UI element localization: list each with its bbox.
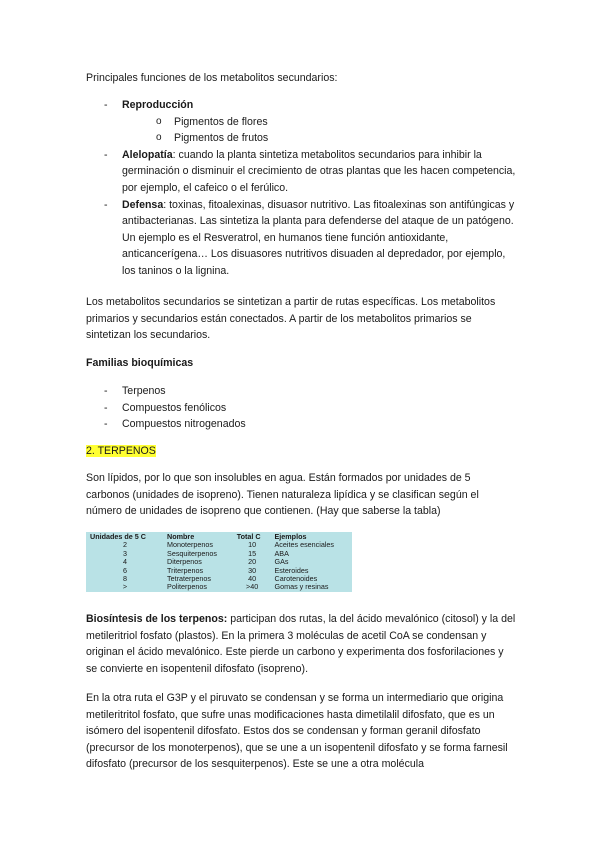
familias-heading: Familias bioquímicas [86, 357, 194, 369]
table-cell: 6 [123, 565, 128, 575]
section-heading-terpenos [86, 443, 516, 460]
table-row [86, 583, 352, 591]
table-cell: Diterpenos [167, 557, 202, 567]
reproduccion-sublist [122, 114, 516, 147]
table-cell: 30 [248, 565, 257, 575]
table-cell: 8 [123, 574, 128, 584]
alelopatia-text: : cuando la planta sintetiza metabolitos secundarios para inhibir la germinación o disminuir el crecimiento de otras plantas que les hacen competencia, por ejemplo, el cafeico o el ferúlico. [122, 148, 516, 194]
functions-list [86, 97, 516, 280]
table-cell: Triterpenos [167, 565, 204, 575]
terpenos-table [86, 532, 352, 592]
biosintesis-title: Biosíntesis de los terpenos: [86, 613, 228, 625]
familias-list [86, 383, 516, 433]
list-item: o Pigmentos de frutos [122, 130, 516, 147]
table-cell: Gomas y resinas [274, 582, 329, 592]
table-cell: 4 [123, 557, 128, 567]
table-cell: 15 [248, 548, 257, 558]
paragraph-otra-ruta: En la otra ruta el G3P y el piruvato se condensan y se forma un intermediario que origina metileritritol fosfato, que sufre unas modificaciones hasta dimetilalil difosfato, que es un isómero del isopentenil difosfato. Estos dos se condensan y forman geranil difosfato (precursor de los monoterpenos), que se une a un isopentenil difosfato y se forma farnesil difosfato (precursor de los sesquiterpenos). Este se une a otra molécula [86, 692, 508, 771]
highlighted-heading: 2. TERPENOS [86, 445, 156, 457]
column-header: Unidades de 5 C [90, 532, 146, 541]
list-item: o Pigmentos de flores [122, 114, 516, 131]
table-cell: > [122, 582, 128, 592]
table-cell: ABA [274, 548, 289, 558]
column-header: Nombre [167, 532, 195, 541]
list-item [86, 97, 516, 147]
list-item: - Compuestos nitrogenados [86, 416, 516, 433]
table-cell: Esteroides [274, 565, 309, 575]
defensa-text: : toxinas, fitoalexinas, disuasor nutritivo. Las fitoalexinas son antifúngicas y antibacterianas. Las sintetiza la planta para defenderse del ataque de un patógeno. Un ejemplo es el Resveratrol, en humanos tiene función antioxidante, anticancerígena… Los disuasores nutritivos disuaden al depredador, por ejemplo, los taninos o la lignina. [122, 198, 515, 277]
table-cell: 3 [123, 548, 128, 558]
column-header: Ejemplos [274, 532, 307, 541]
column-header: Total C [236, 532, 261, 541]
biosintesis-text: participan dos rutas, la del ácido mevalónico (citosol) y la del metileritriol fosfato (plastos). En la primera 3 moléculas de acetil CoA se condensan y originan el ácido mevalónico. Este pierde un carbono y experimenta dos fosforilaciones y se convierte en isopentenil difosfato (isopreno). [86, 613, 516, 675]
paragraph-biosintesis [86, 611, 516, 677]
table-cell: Politerpenos [167, 582, 207, 592]
list-item: - Terpenos [86, 383, 516, 400]
paragraph-lipidos: Son lípidos, por lo que son insolubles en agua. Están formados por unidades de 5 carbonos (unidades de isopreno). Tienen naturaleza lipídica y se clasifican según el número de unidades de isopreno que contienen. (Hay que saberse la tabla) [86, 472, 479, 518]
table-cell: >40 [246, 582, 259, 592]
table-cell: GAs [274, 557, 289, 567]
defensa-title: Defensa [122, 198, 164, 211]
table-cell: 40 [248, 574, 257, 584]
table-cell: Monoterpenos [167, 540, 213, 550]
table-cell: 20 [248, 557, 257, 567]
list-item [86, 147, 516, 197]
alelopatia-title: Alelopatía [122, 148, 173, 161]
table-cell: Carotenoides [274, 574, 318, 584]
table-cell: Aceites esenciales [274, 540, 335, 550]
table-cell: 10 [248, 540, 257, 550]
table-cell: Sesquiterpenos [167, 548, 217, 558]
intro-line: Principales funciones de los metabolitos secundarios: [86, 72, 338, 84]
table-cell: Tetraterpenos [167, 574, 211, 584]
paragraph-rutas: Los metabolitos secundarios se sintetizan a partir de rutas específicas. Los metabolitos primarios y secundarios están conectados. A partir de los metabolitos primarios se sintetizan los secundarios. [86, 296, 496, 342]
reproduccion-title: Reproducción [122, 99, 194, 111]
list-item [86, 197, 516, 280]
list-item: - Compuestos fenólicos [86, 400, 516, 417]
table-cell: 2 [123, 540, 128, 550]
